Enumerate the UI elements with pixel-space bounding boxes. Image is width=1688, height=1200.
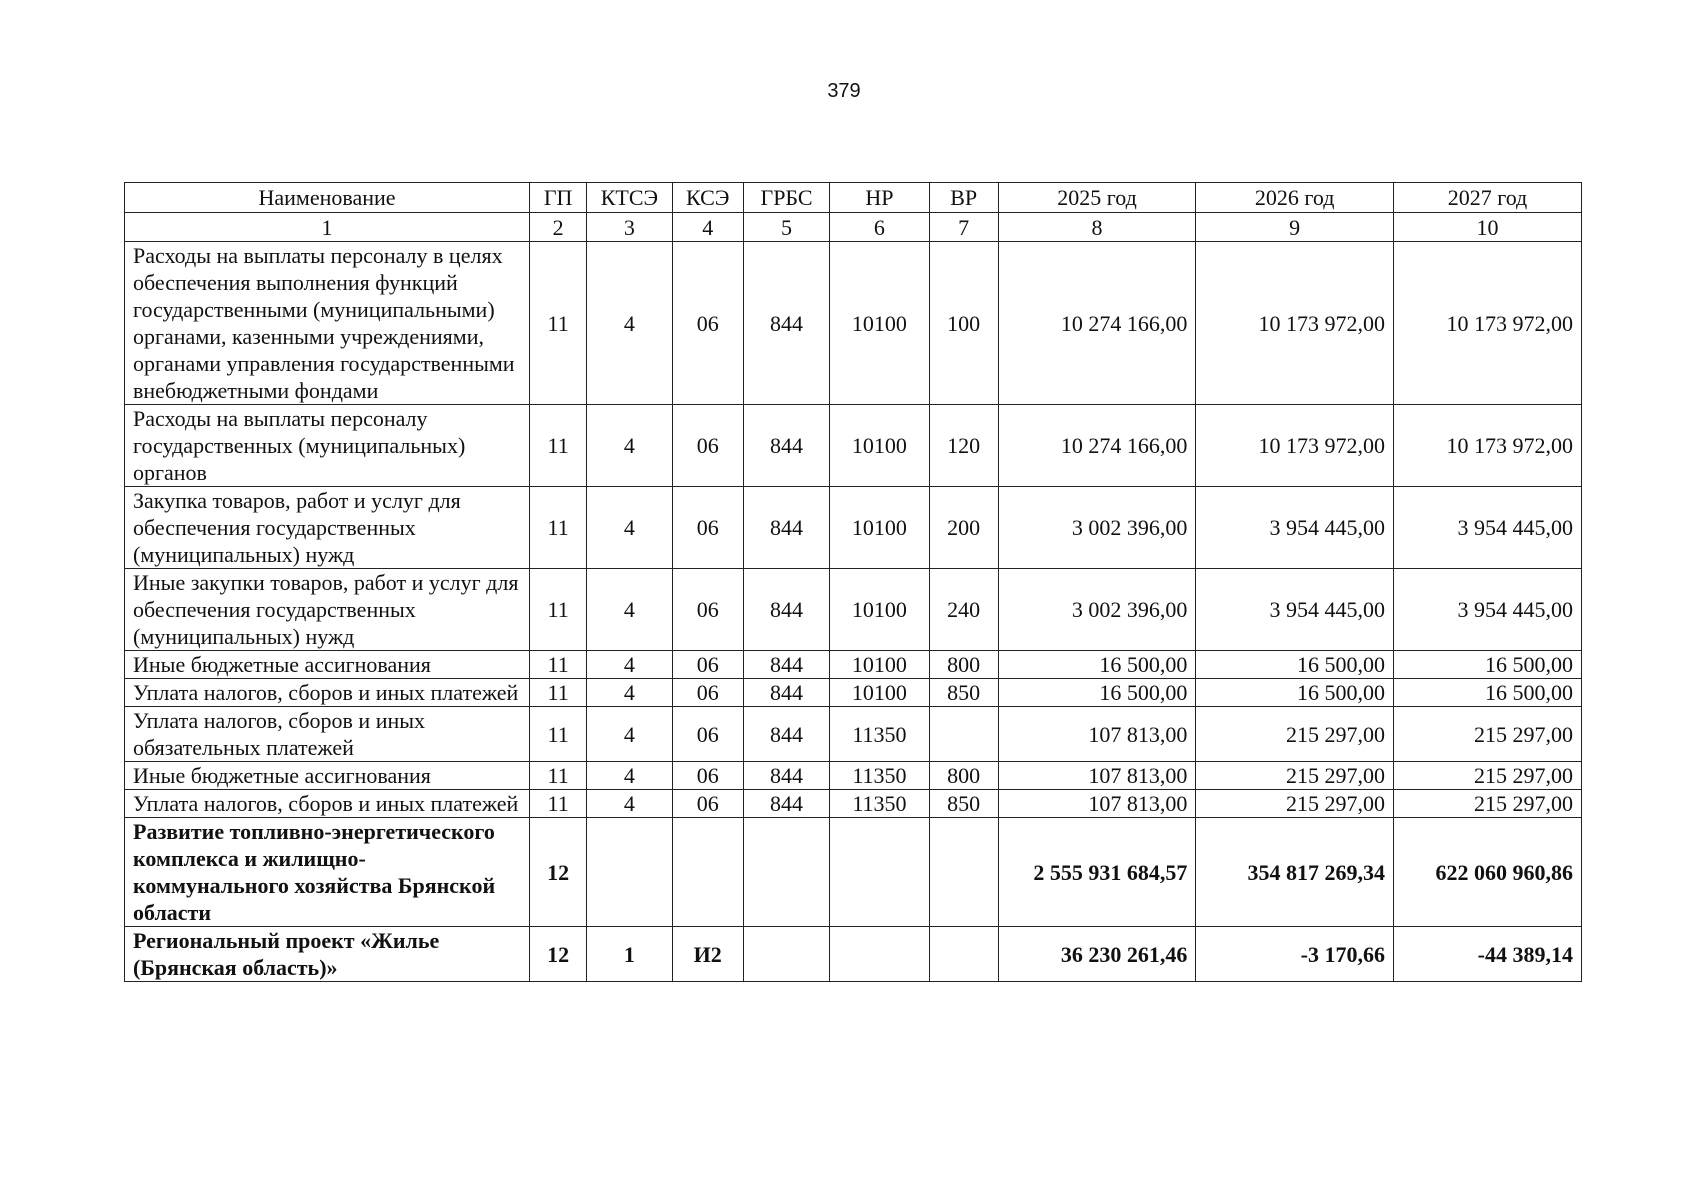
cell-2027: 622 060 960,86 <box>1393 818 1581 927</box>
cell-gp: 11 <box>530 651 587 679</box>
cell-vr: 850 <box>929 790 998 818</box>
row-name: Иные бюджетные ассигнования <box>125 762 530 790</box>
table-row <box>125 405 1582 487</box>
cell-2025: 3 002 396,00 <box>998 569 1196 651</box>
cell-grbs: 844 <box>743 707 829 762</box>
cell-gp: 11 <box>530 569 587 651</box>
table-row <box>125 242 1582 405</box>
cell-nr: 11350 <box>830 790 929 818</box>
cell-vr <box>929 818 998 927</box>
cell-nr <box>830 927 929 982</box>
cell-kse <box>672 818 743 927</box>
cell-kse: 06 <box>672 707 743 762</box>
cell-2027: 215 297,00 <box>1393 707 1581 762</box>
cell-vr: 240 <box>929 569 998 651</box>
row-name: Региональный проект «Жилье (Брянская область)» <box>125 927 530 982</box>
cell-nr <box>830 818 929 927</box>
cell-vr <box>929 707 998 762</box>
cell-2025: 10 274 166,00 <box>998 242 1196 405</box>
cell-2026: 3 954 445,00 <box>1196 487 1394 569</box>
cell-grbs: 844 <box>743 569 829 651</box>
cell-ktse: 4 <box>587 242 672 405</box>
column-number: 7 <box>929 213 998 242</box>
cell-nr: 11350 <box>830 762 929 790</box>
column-number: 10 <box>1393 213 1581 242</box>
cell-nr: 10100 <box>830 569 929 651</box>
row-name: Расходы на выплаты персоналу в целях обеспечения выполнения функций государственными (муниципальными) органами, казенными учреждениями, органами управления государственными внебюджетными фондами <box>125 242 530 405</box>
cell-gp: 11 <box>530 405 587 487</box>
column-number: 8 <box>998 213 1196 242</box>
column-number: 9 <box>1196 213 1394 242</box>
cell-2027: 215 297,00 <box>1393 762 1581 790</box>
cell-grbs: 844 <box>743 790 829 818</box>
header-name: Наименование <box>125 183 530 213</box>
cell-2026: 215 297,00 <box>1196 707 1394 762</box>
cell-kse: 06 <box>672 651 743 679</box>
cell-gp: 11 <box>530 707 587 762</box>
cell-grbs <box>743 818 829 927</box>
cell-2025: 36 230 261,46 <box>998 927 1196 982</box>
cell-2025: 3 002 396,00 <box>998 487 1196 569</box>
cell-ktse: 1 <box>587 927 672 982</box>
table-row <box>125 569 1582 651</box>
cell-2027: 10 173 972,00 <box>1393 405 1581 487</box>
cell-nr: 10100 <box>830 242 929 405</box>
cell-2027: 16 500,00 <box>1393 679 1581 707</box>
cell-ktse <box>587 818 672 927</box>
cell-2026: 3 954 445,00 <box>1196 569 1394 651</box>
cell-nr: 10100 <box>830 405 929 487</box>
cell-2026: 10 173 972,00 <box>1196 242 1394 405</box>
cell-gp: 12 <box>530 818 587 927</box>
cell-2025: 107 813,00 <box>998 790 1196 818</box>
cell-kse: 06 <box>672 487 743 569</box>
header-2026: 2026 год <box>1196 183 1394 213</box>
table-row <box>125 790 1582 818</box>
cell-2026: 215 297,00 <box>1196 790 1394 818</box>
cell-grbs: 844 <box>743 487 829 569</box>
cell-vr: 800 <box>929 651 998 679</box>
column-number: 4 <box>672 213 743 242</box>
cell-grbs: 844 <box>743 651 829 679</box>
cell-gp: 12 <box>530 927 587 982</box>
row-name: Расходы на выплаты персоналу государственных (муниципальных) органов <box>125 405 530 487</box>
header-vr: ВР <box>929 183 998 213</box>
cell-gp: 11 <box>530 242 587 405</box>
header-row <box>125 183 1582 213</box>
cell-grbs <box>743 927 829 982</box>
cell-2027: 3 954 445,00 <box>1393 487 1581 569</box>
cell-ktse: 4 <box>587 405 672 487</box>
column-number: 6 <box>830 213 929 242</box>
cell-kse: 06 <box>672 790 743 818</box>
cell-kse: 06 <box>672 242 743 405</box>
cell-ktse: 4 <box>587 679 672 707</box>
table-row <box>125 927 1582 982</box>
table-row <box>125 707 1582 762</box>
cell-2025: 107 813,00 <box>998 762 1196 790</box>
table-row <box>125 762 1582 790</box>
column-number: 5 <box>743 213 829 242</box>
row-name: Уплата налогов, сборов и иных обязательных платежей <box>125 707 530 762</box>
cell-vr: 200 <box>929 487 998 569</box>
header-2025: 2025 год <box>998 183 1196 213</box>
cell-2026: 16 500,00 <box>1196 679 1394 707</box>
cell-2026: 16 500,00 <box>1196 651 1394 679</box>
cell-kse: 06 <box>672 679 743 707</box>
header-ktse: КТСЭ <box>587 183 672 213</box>
cell-2026: -3 170,66 <box>1196 927 1394 982</box>
column-number: 1 <box>125 213 530 242</box>
cell-kse: 06 <box>672 569 743 651</box>
header-gp: ГП <box>530 183 587 213</box>
row-name: Уплата налогов, сборов и иных платежей <box>125 679 530 707</box>
cell-2025: 107 813,00 <box>998 707 1196 762</box>
column-number: 2 <box>530 213 587 242</box>
cell-grbs: 844 <box>743 242 829 405</box>
cell-nr: 10100 <box>830 679 929 707</box>
cell-ktse: 4 <box>587 651 672 679</box>
cell-2027: 16 500,00 <box>1393 651 1581 679</box>
header-grbs: ГРБС <box>743 183 829 213</box>
cell-2027: 3 954 445,00 <box>1393 569 1581 651</box>
cell-nr: 10100 <box>830 651 929 679</box>
table-row <box>125 651 1582 679</box>
row-name: Развитие топливно-энергетического комплекса и жилищно-коммунального хозяйства Брянской области <box>125 818 530 927</box>
column-number-row <box>125 213 1582 242</box>
header-2027: 2027 год <box>1393 183 1581 213</box>
cell-ktse: 4 <box>587 762 672 790</box>
cell-vr: 100 <box>929 242 998 405</box>
cell-nr: 10100 <box>830 487 929 569</box>
cell-ktse: 4 <box>587 707 672 762</box>
column-number: 3 <box>587 213 672 242</box>
cell-2026: 354 817 269,34 <box>1196 818 1394 927</box>
cell-kse: 06 <box>672 405 743 487</box>
cell-gp: 11 <box>530 762 587 790</box>
table-row <box>125 818 1582 927</box>
cell-ktse: 4 <box>587 569 672 651</box>
cell-2027: -44 389,14 <box>1393 927 1581 982</box>
cell-grbs: 844 <box>743 405 829 487</box>
page-number: 379 <box>827 80 861 102</box>
budget-table <box>124 182 1582 982</box>
cell-ktse: 4 <box>587 790 672 818</box>
cell-vr: 800 <box>929 762 998 790</box>
row-name: Иные закупки товаров, работ и услуг для обеспечения государственных (муниципальных) нужд <box>125 569 530 651</box>
cell-2026: 215 297,00 <box>1196 762 1394 790</box>
table-row <box>125 679 1582 707</box>
cell-ktse: 4 <box>587 487 672 569</box>
cell-grbs: 844 <box>743 679 829 707</box>
cell-gp: 11 <box>530 790 587 818</box>
cell-kse: 06 <box>672 762 743 790</box>
row-name: Уплата налогов, сборов и иных платежей <box>125 790 530 818</box>
cell-2027: 10 173 972,00 <box>1393 242 1581 405</box>
header-kse: КСЭ <box>672 183 743 213</box>
cell-grbs: 844 <box>743 762 829 790</box>
cell-gp: 11 <box>530 487 587 569</box>
cell-gp: 11 <box>530 679 587 707</box>
cell-nr: 11350 <box>830 707 929 762</box>
row-name: Иные бюджетные ассигнования <box>125 651 530 679</box>
cell-vr: 120 <box>929 405 998 487</box>
cell-2025: 16 500,00 <box>998 651 1196 679</box>
cell-2025: 2 555 931 684,57 <box>998 818 1196 927</box>
header-nr: НР <box>830 183 929 213</box>
cell-kse: И2 <box>672 927 743 982</box>
cell-2027: 215 297,00 <box>1393 790 1581 818</box>
cell-2025: 10 274 166,00 <box>998 405 1196 487</box>
row-name: Закупка товаров, работ и услуг для обеспечения государственных (муниципальных) нужд <box>125 487 530 569</box>
cell-2026: 10 173 972,00 <box>1196 405 1394 487</box>
cell-vr <box>929 927 998 982</box>
cell-vr: 850 <box>929 679 998 707</box>
cell-2025: 16 500,00 <box>998 679 1196 707</box>
table-row <box>125 487 1582 569</box>
